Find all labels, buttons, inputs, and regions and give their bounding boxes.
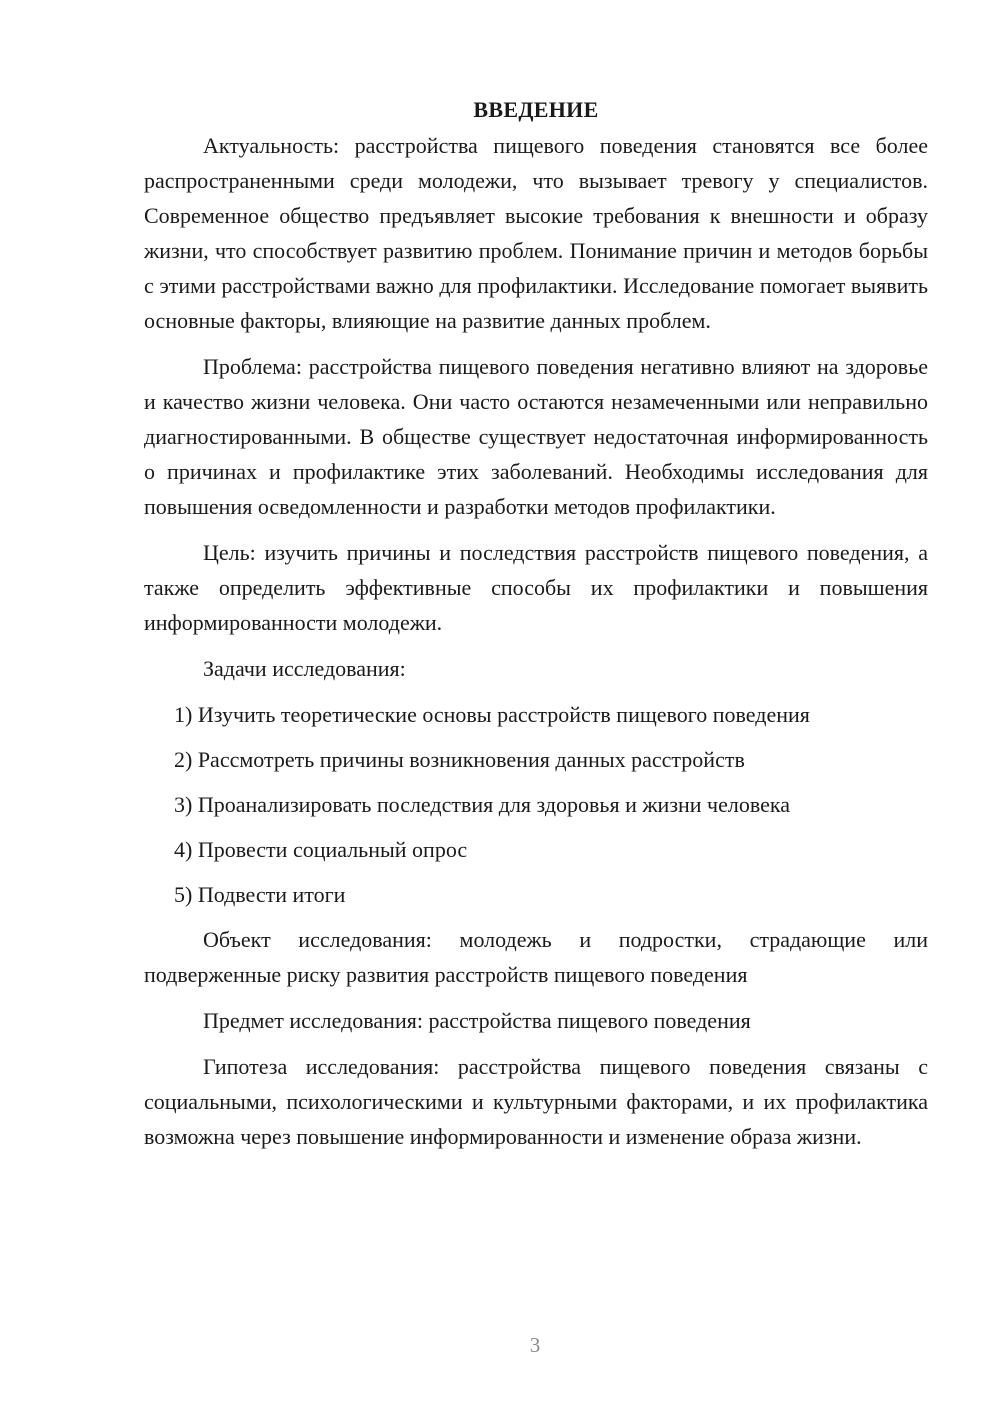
- goal-paragraph: Цель: изучить причины и последствия расстройств пищевого поведения, а также определить эффективные способы их профилактики и повышения информированности молодежи.: [144, 540, 928, 635]
- tasks-list: [144, 697, 928, 912]
- list-item: 3) Проанализировать последствия для здоровья и жизни человека: [174, 792, 791, 817]
- list-item: 2) Рассмотреть причины возникновения данных расстройств: [174, 747, 745, 772]
- page-number: 3: [529, 1333, 541, 1357]
- subject-paragraph: Предмет исследования: расстройства пищевого поведения: [203, 1008, 751, 1033]
- page-content: [144, 92, 928, 1165]
- list-item: 5) Подвести итоги: [174, 882, 346, 907]
- problem-paragraph: Проблема: расстройства пищевого поведения негативно влияют на здоровье и качество жизни человека. Они часто остаются незамеченными или неправильно диагностированными. В обществе существует недостаточная информированность о причинах и профилактике этих заболеваний. Необходимы исследования для повышения осведомленности и разработки методов профилактики.: [144, 354, 928, 519]
- hypothesis-paragraph: Гипотеза исследования: расстройства пищевого поведения связаны с социальными, психологическими и культурными факторами, и их профилактика возможна через повышение информированности и изменение образа жизни.: [144, 1054, 928, 1149]
- list-item: 1) Изучить теоретические основы расстройств пищевого поведения: [174, 702, 810, 727]
- object-paragraph: Объект исследования: молодежь и подростки, страдающие или подверженные риску развития расстройств пищевого поведения: [144, 927, 928, 987]
- relevance-paragraph: Актуальность: расстройства пищевого поведения становятся все более распространенными среди молодежи, что вызывает тревогу у специалистов. Современное общество предъявляет высокие требования к внешности и образу жизни, что способствует развитию проблем. Понимание причин и методов борьбы с этими расстройствами важно для профилактики. Исследование помогает выявить основные факторы, влияющие на развитие данных проблем.: [144, 133, 928, 333]
- page-title: ВВЕДЕНИЕ: [473, 97, 599, 122]
- list-item: 4) Провести социальный опрос: [174, 837, 468, 862]
- tasks-heading: Задачи исследования:: [203, 656, 406, 681]
